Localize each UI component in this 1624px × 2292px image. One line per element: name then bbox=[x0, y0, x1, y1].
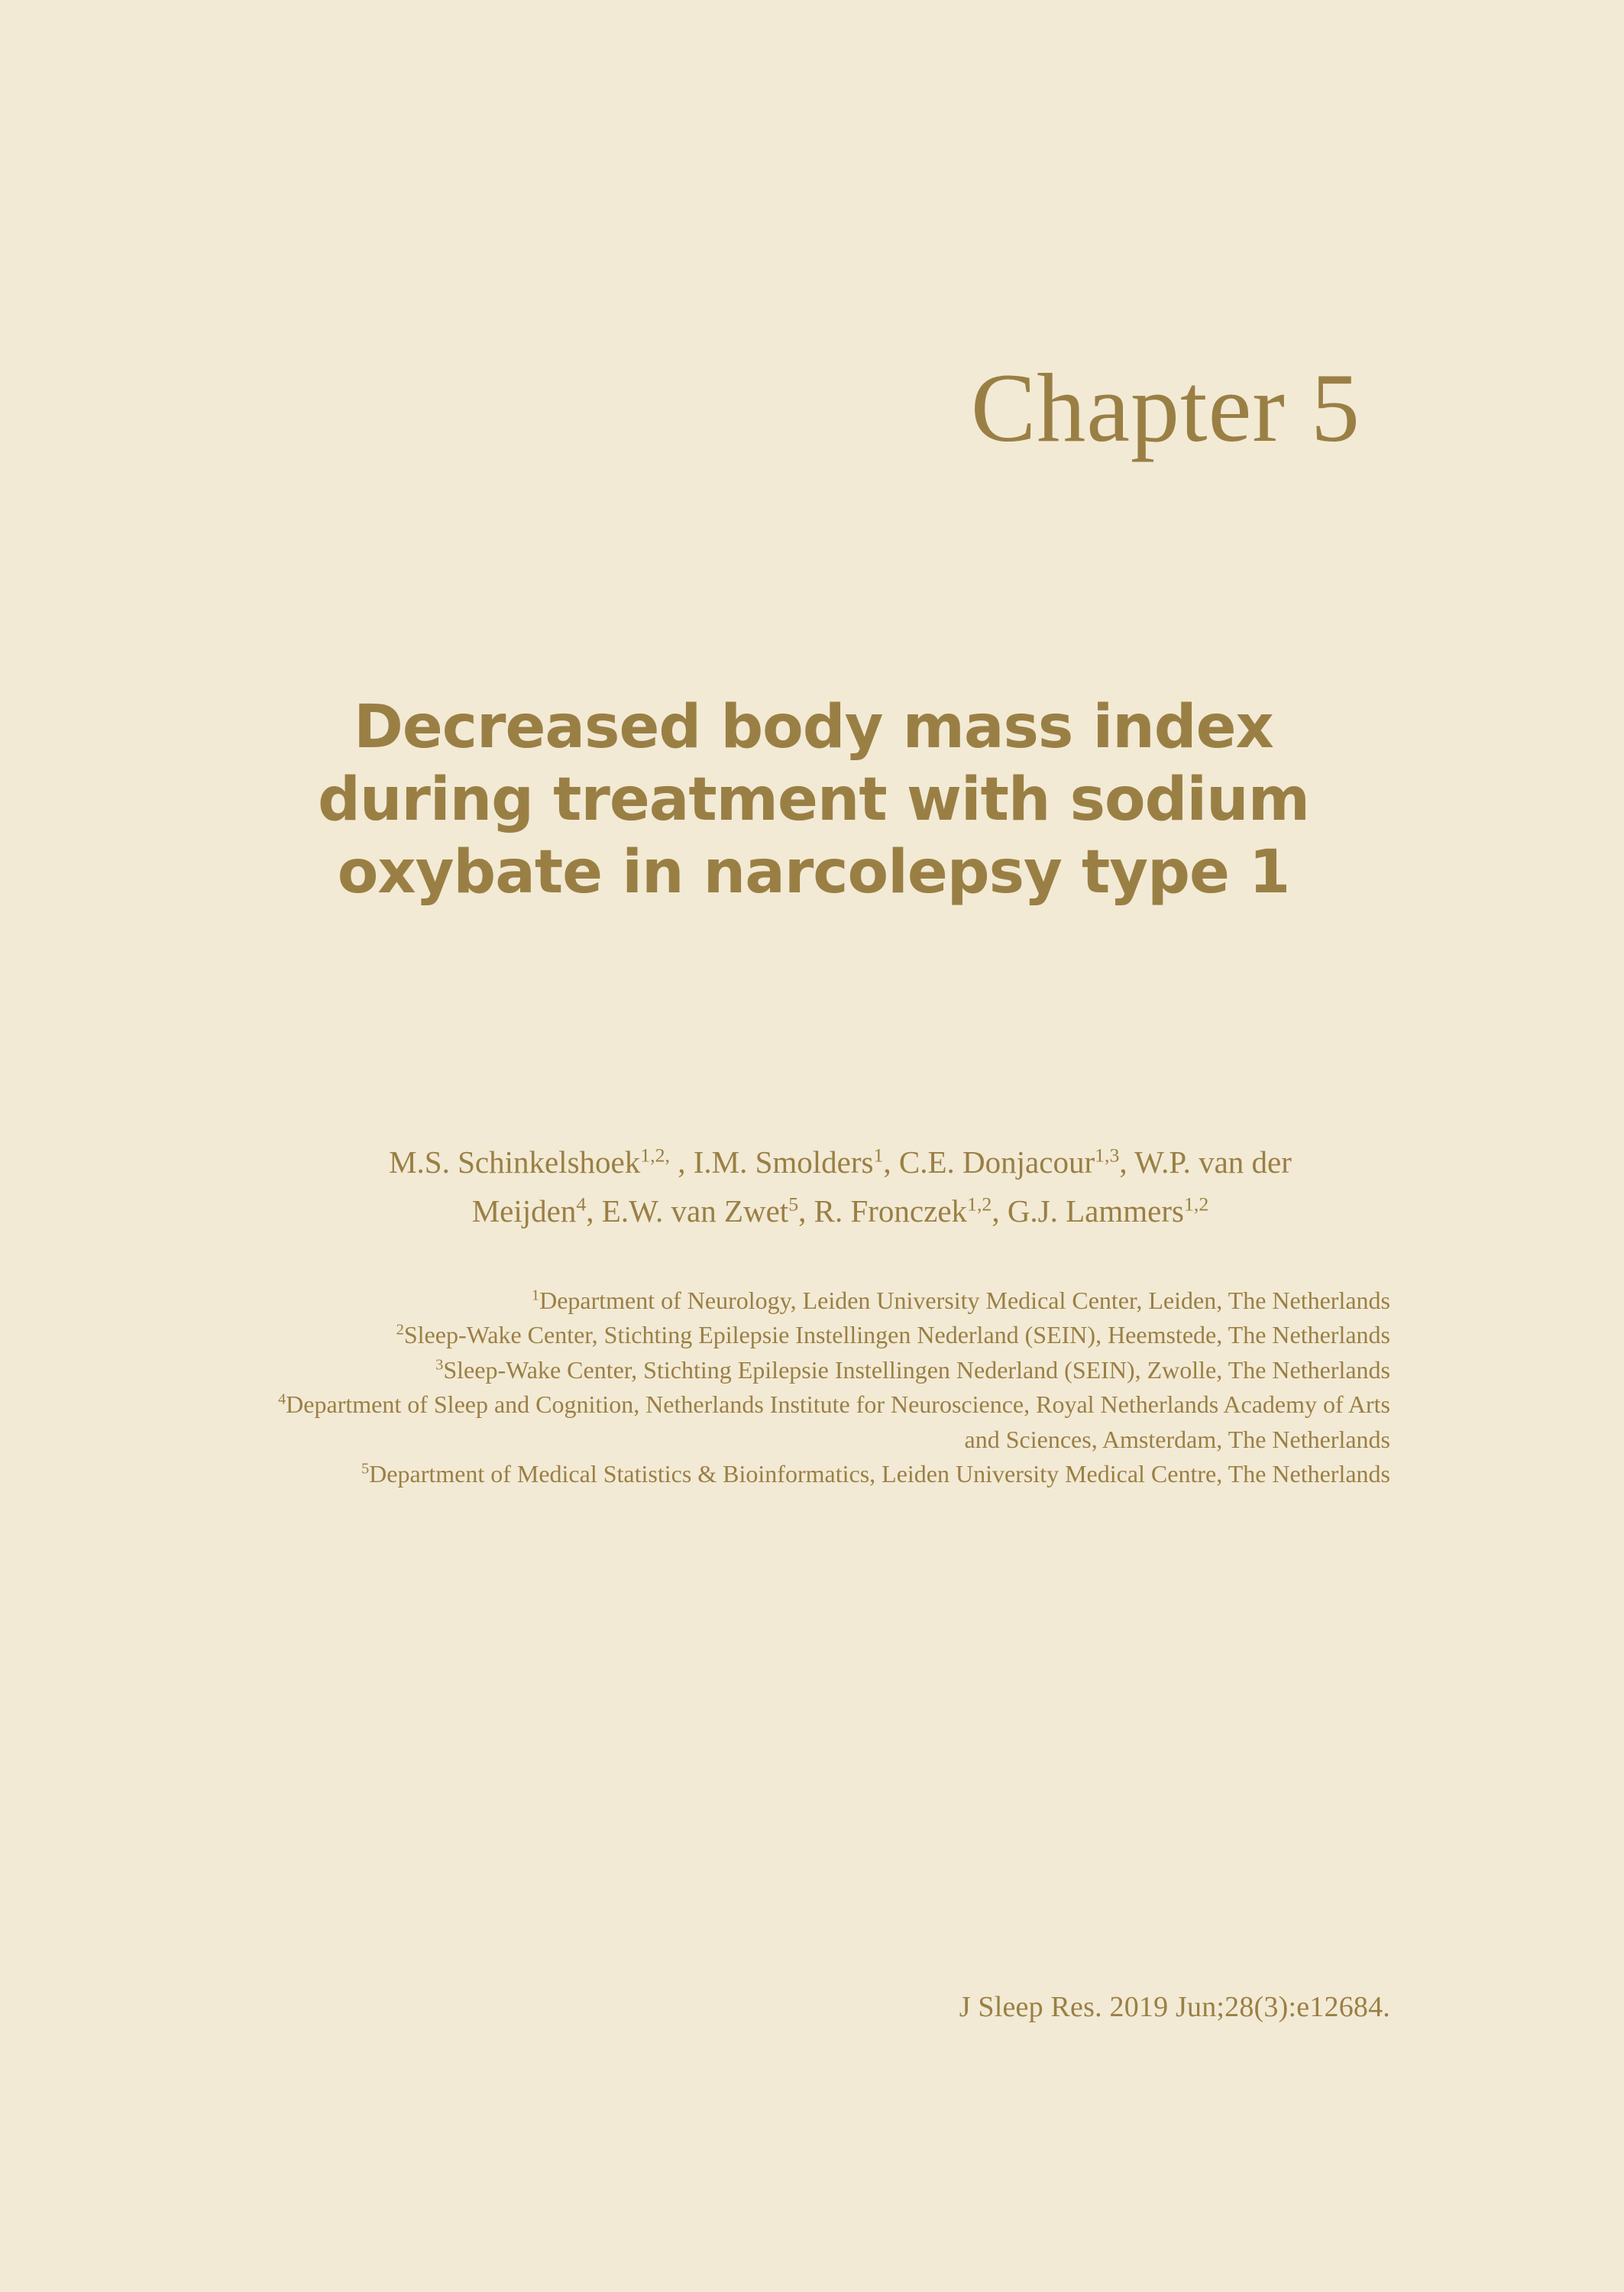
author-name: , R. Fronczek bbox=[798, 1193, 968, 1229]
page-title-line-3: oxybate in narcolepsy type 1 bbox=[337, 838, 1290, 908]
affiliation-text: Sleep-Wake Center, Stichting Epilepsie Instellingen Nederland (SEIN), Zwolle, The Netherlands bbox=[443, 1355, 1390, 1384]
author-affiliation-marker: 1,2, bbox=[640, 1144, 670, 1167]
author-affiliation-marker: 1,3 bbox=[1095, 1144, 1120, 1167]
affiliation-marker: 2 bbox=[396, 1321, 404, 1339]
affiliation-item bbox=[244, 1387, 1390, 1457]
author-affiliation-marker: 1,2 bbox=[1183, 1192, 1209, 1215]
author-name: Meijden bbox=[471, 1193, 577, 1229]
page-title-line-2: during treatment with sodium bbox=[318, 766, 1309, 835]
affiliation-marker: 5 bbox=[361, 1460, 370, 1478]
affiliation-list bbox=[244, 1284, 1390, 1492]
author-affiliation-marker: 4 bbox=[576, 1192, 587, 1215]
author-affiliation-marker: 1,2 bbox=[967, 1192, 992, 1215]
author-name: , G.J. Lammers bbox=[992, 1193, 1184, 1229]
chapter-number-heading: Chapter 5 bbox=[970, 354, 1360, 462]
author-name: , C.E. Donjacour bbox=[883, 1144, 1095, 1180]
affiliation-text: Department of Sleep and Cognition, Netherlands Institute for Neuroscience, Royal Netherlands Academy of Arts and Sciences, Amsterdam, The Netherlands bbox=[286, 1390, 1390, 1453]
page-title bbox=[229, 691, 1398, 909]
affiliation-text: Department of Medical Statistics & Bioinformatics, Leiden University Medical Centre, The Netherlands bbox=[369, 1460, 1390, 1488]
affiliation-item bbox=[244, 1318, 1390, 1352]
affiliation-marker: 1 bbox=[531, 1287, 540, 1304]
author-name: M.S. Schinkelshoek bbox=[389, 1144, 641, 1180]
affiliation-item bbox=[244, 1353, 1390, 1387]
affiliation-item bbox=[244, 1284, 1390, 1318]
affiliation-text: Sleep-Wake Center, Stichting Epilepsie Instellingen Nederland (SEIN), Heemstede, The Netherlands bbox=[403, 1321, 1390, 1349]
author-name: , W.P. van der bbox=[1119, 1144, 1292, 1180]
author-line-2 bbox=[290, 1187, 1390, 1236]
page-title-line-1: Decreased body mass index bbox=[354, 693, 1273, 762]
author-affiliation-marker: 1 bbox=[873, 1144, 884, 1167]
affiliation-marker: 3 bbox=[435, 1356, 444, 1374]
author-affiliation-marker: 5 bbox=[788, 1192, 799, 1215]
affiliation-text: Department of Neurology, Leiden University Medical Center, Leiden, The Netherlands bbox=[539, 1287, 1390, 1314]
affiliation-marker: 4 bbox=[277, 1390, 286, 1408]
author-name: , E.W. van Zwet bbox=[586, 1193, 789, 1229]
author-line-1 bbox=[290, 1138, 1390, 1187]
affiliation-item bbox=[244, 1457, 1390, 1491]
author-list bbox=[290, 1138, 1390, 1235]
journal-reference: J Sleep Res. 2019 Jun;28(3):e12684. bbox=[959, 1991, 1390, 2023]
author-name: , I.M. Smolders bbox=[669, 1144, 874, 1180]
